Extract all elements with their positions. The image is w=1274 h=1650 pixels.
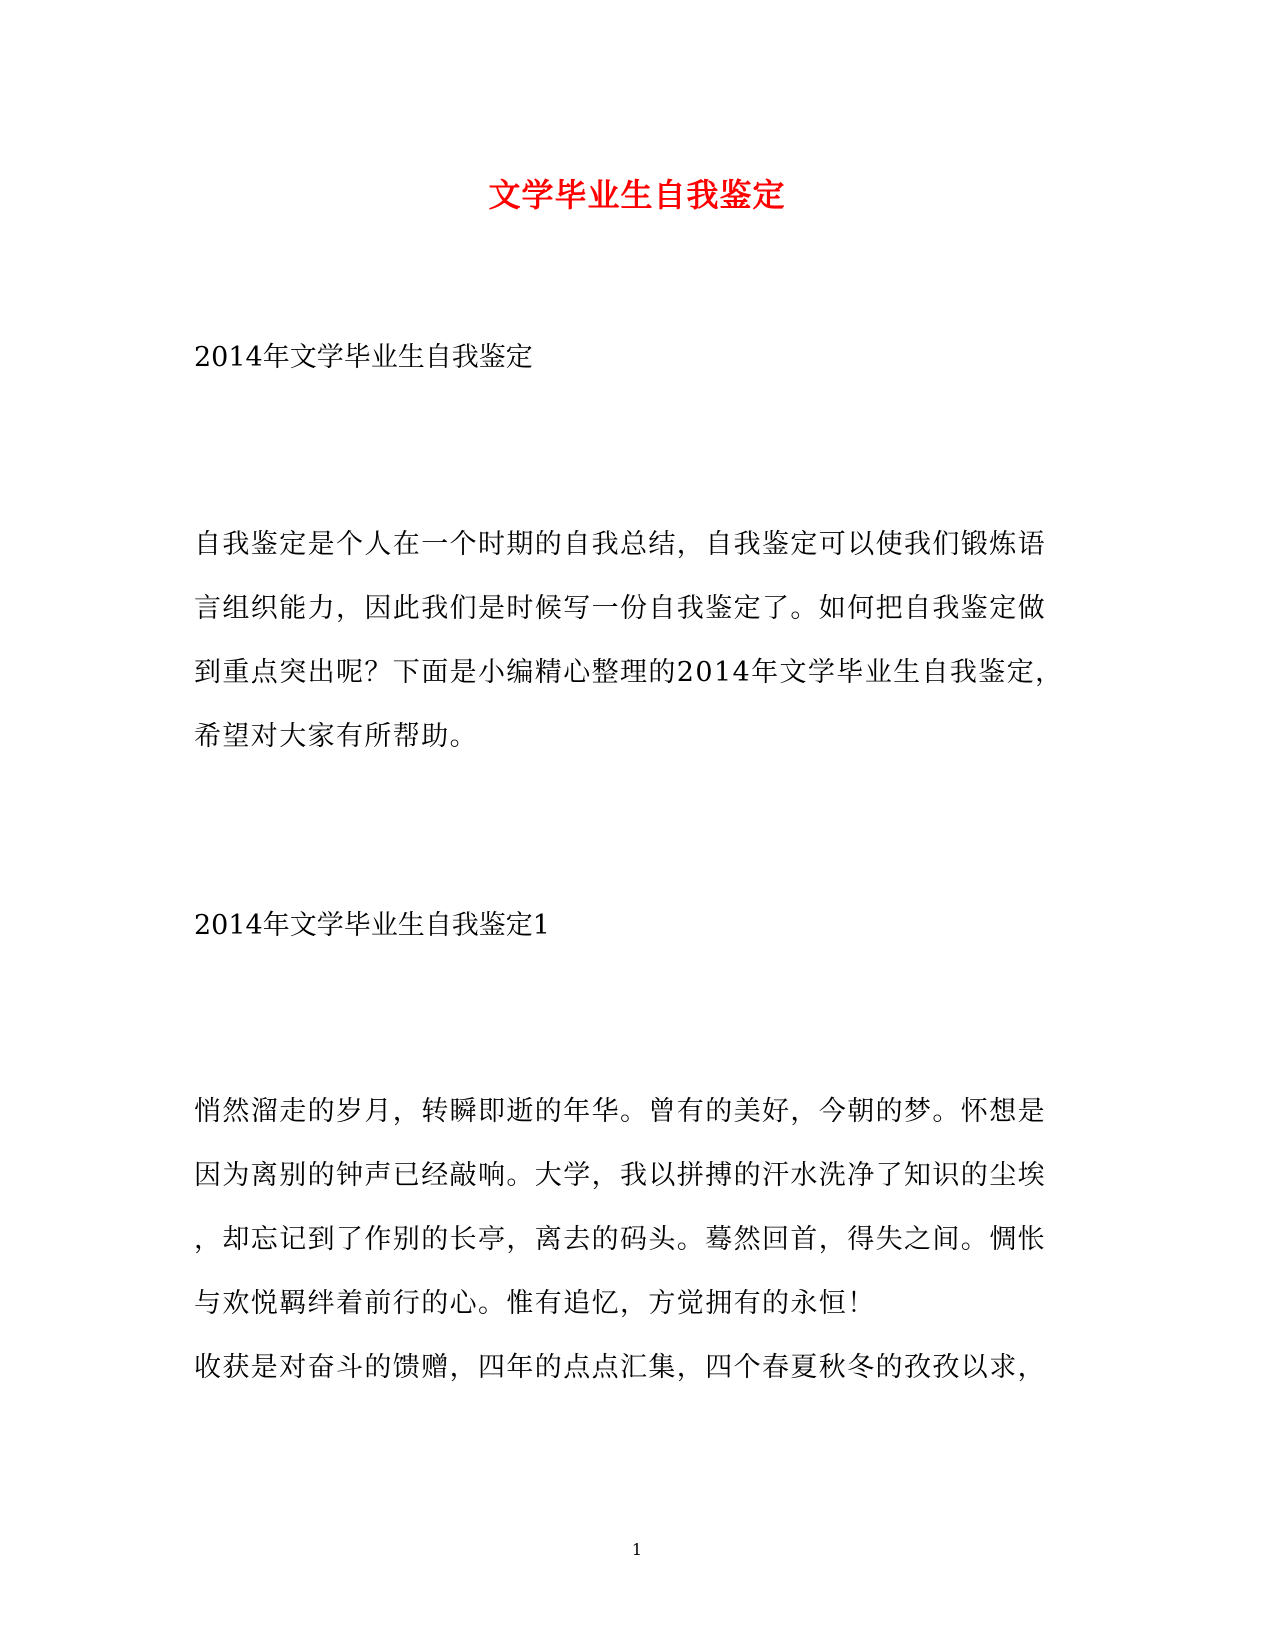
paragraph-line: 希望对大家有所帮助。: [194, 721, 478, 752]
paragraph-line: 收获是对奋斗的馈赠，四年的点点汇集，四个春夏秋冬的孜孜以求，: [194, 1352, 1046, 1383]
paragraph-line: 自我鉴定是个人在一个时期的自我总结，自我鉴定可以使我们锻炼语: [194, 529, 1046, 560]
paragraph-line: 言组织能力，因此我们是时候写一份自我鉴定了。如何把自我鉴定做: [194, 593, 1046, 624]
paragraph-line: 到重点突出呢？下面是小编精心整理的2014年文学毕业生自我鉴定，: [194, 657, 1064, 688]
paragraph-line: 悄然溜走的岁月，转瞬即逝的年华。曾有的美好，今朝的梦。怀想是: [194, 1096, 1046, 1127]
body-paragraph: [194, 1080, 1074, 1400]
document-title: 文学毕业生自我鉴定: [488, 176, 786, 214]
page-number: 1: [631, 1540, 643, 1559]
paragraph-line: 因为离别的钟声已经敲响。大学，我以拼搏的汗水洗净了知识的尘埃: [194, 1160, 1046, 1191]
paragraph-line: ，却忘记到了作别的长亭，离去的码头。蓦然回首，得失之间。惆怅: [194, 1224, 1046, 1255]
section-heading-1: 2014年文学毕业生自我鉴定1: [194, 910, 550, 941]
intro-paragraph: [194, 513, 1074, 769]
paragraph-line: 与欢悦羁绊着前行的心。惟有追忆，方觉拥有的永恒！: [194, 1288, 876, 1319]
section-heading: 2014年文学毕业生自我鉴定: [194, 342, 533, 373]
